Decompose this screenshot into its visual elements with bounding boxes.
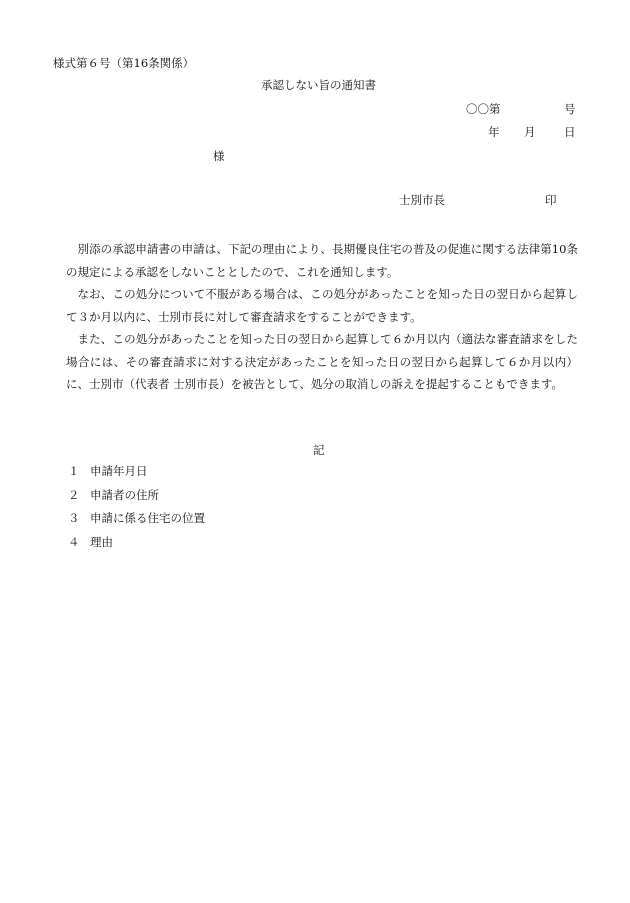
body-paragraph-1: 別添の承認申請書の申請は、下記の理由により、長期優良住宅の普及の促進に関する法律第10条の規定による承認をしないこととしたので、これを通知します。	[66, 242, 578, 279]
document-number-prefix: 〇〇第	[466, 102, 501, 116]
notice-body	[66, 238, 578, 396]
record-item-label: 申請者の住所	[90, 487, 159, 502]
record-item-number: ２	[68, 487, 80, 502]
record-item-label: 申請に係る住宅の位置	[90, 511, 205, 525]
form-number: 様式第６号（第16条関係）	[53, 56, 195, 70]
addressee-salutation: 様	[213, 149, 225, 163]
document-number-line	[466, 102, 576, 116]
date-year-label: 年	[488, 125, 500, 139]
date-day-label: 日	[564, 125, 576, 139]
seal-mark: 印	[545, 193, 557, 207]
record-item-number: １	[68, 464, 80, 478]
record-item-label: 理由	[90, 534, 113, 549]
record-item	[68, 466, 205, 490]
document-title: 承認しない旨の通知書	[261, 78, 376, 92]
date-line	[488, 125, 576, 139]
record-item-number: ４	[68, 534, 80, 549]
issuer-name: 士別市長	[399, 193, 445, 207]
record-heading: 記	[313, 443, 325, 457]
record-item	[68, 534, 205, 561]
document-number-suffix: 号	[564, 102, 576, 116]
record-item	[68, 513, 205, 537]
date-month-label: 月	[524, 125, 536, 139]
record-item-number: ３	[68, 511, 80, 525]
record-item-label: 申請年月日	[90, 464, 148, 478]
record-item	[68, 487, 205, 514]
body-paragraph-2: なお、この処分について不服がある場合は、この処分があったことを知った日の翌日から起算して３か月以内に、士別市長に対して審査請求をすることができます。	[66, 287, 578, 324]
record-item-list	[68, 466, 205, 560]
body-paragraph-3: また、この処分があったことを知った日の翌日から起算して６か月以内（適法な審査請求をした場合には、その審査請求に対する決定があったことを知った日の翌日から起算して６か月以内）に、士別市（代表者 士別市長）を被告として、処分の取消しの訴えを提起することもできます。	[66, 332, 578, 391]
